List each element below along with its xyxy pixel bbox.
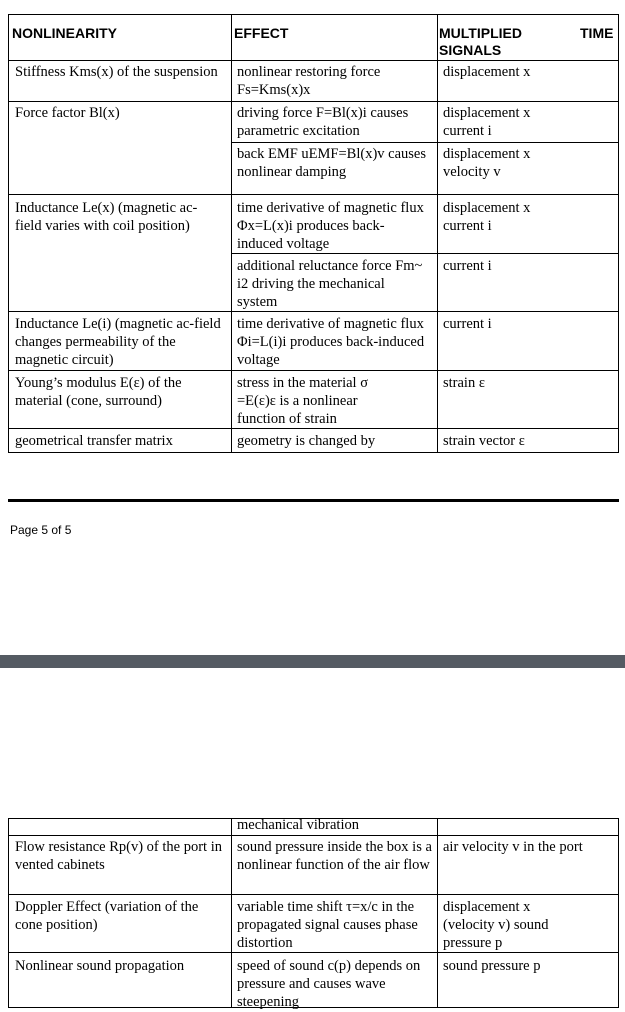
cell-nonlinearity-doppler: Doppler Effect (variation of the cone position)	[15, 899, 199, 933]
cell-nonlinearity-stiffness: Stiffness Kms(x) of the suspension	[15, 64, 218, 80]
page-number: Page 5 of 5	[10, 523, 72, 537]
header-nonlinearity: NONLINEARITY	[12, 25, 117, 41]
cell-effect-sound-pressure-box: sound pressure inside the box is a nonlinear function of the air flow	[237, 839, 432, 873]
cell-signals-row1: displacement x current i	[443, 105, 531, 139]
cell-signals-doppler: displacement x (velocity v) sound pressure p	[443, 899, 549, 951]
cell-effect-stress: stress in the material σ =E(ε)ε is a nonlinear function of strain	[237, 375, 369, 427]
cell-signals-air-velocity: air velocity v in the port	[443, 839, 583, 855]
page-gap-divider	[0, 655, 625, 668]
cell-signals-row4: current i	[443, 258, 492, 274]
cell-nonlinearity-force-factor: Force factor Bl(x)	[15, 105, 120, 121]
cell-effect-restoring-force: nonlinear restoring force Fs=Kms(x)x	[237, 64, 381, 98]
nonlinearity-table	[8, 14, 619, 453]
nonlinearity-table-continuation	[8, 818, 619, 1008]
cell-effect-mechanical-vibration: mechanical vibration	[237, 817, 359, 833]
cell-signals-row5: current i	[443, 316, 492, 332]
cell-signals-row3: displacement x current i	[443, 200, 531, 234]
page-top-fragment	[0, 0, 625, 498]
cell-effect-speed-of-sound: speed of sound c(p) depends on pressure and causes wave steepening	[237, 958, 421, 1010]
cell-nonlinearity-inductance-x: Inductance Le(x) (magnetic ac-field varies with coil position)	[15, 200, 198, 234]
cell-signals-row7: strain vector ε	[443, 433, 525, 449]
page-footer-rule	[8, 499, 619, 502]
cell-nonlinearity-geometry: geometrical transfer matrix	[15, 433, 173, 449]
cell-signals-row6: strain ε	[443, 375, 485, 391]
cell-nonlinearity-youngs-modulus: Young’s modulus E(ε) of the material (cone, surround)	[15, 375, 182, 409]
page-bottom-fragment	[0, 668, 625, 1012]
cell-signals-row2: displacement x velocity v	[443, 146, 531, 180]
cell-effect-reluctance-force: additional reluctance force Fm~ i2 driving the mechanical system	[237, 258, 423, 310]
cell-signals-row0: displacement x	[443, 64, 531, 80]
header-time: TIME	[580, 25, 614, 41]
cell-signals-sound-pressure: sound pressure p	[443, 958, 541, 974]
cell-effect-back-emf: back EMF uEMF=Bl(x)v causes nonlinear damping	[237, 146, 427, 180]
header-effect: EFFECT	[234, 25, 289, 41]
cell-nonlinearity-inductance-i: Inductance Le(i) (magnetic ac-field changes permeability of the magnetic circuit)	[15, 316, 221, 368]
cell-effect-time-shift: variable time shift τ=x/c in the propagated signal causes phase distortion	[237, 899, 418, 951]
cell-nonlinearity-sound-propagation: Nonlinear sound propagation	[15, 958, 185, 974]
cell-nonlinearity-flow-resistance: Flow resistance Rp(v) of the port in vented cabinets	[15, 839, 222, 873]
cell-effect-flux-i: time derivative of magnetic flux Φi=L(i)i produces back-induced voltage	[237, 316, 425, 368]
header-multiplied-signals: MULTIPLIED SIGNALS	[439, 25, 522, 58]
cell-effect-flux-x: time derivative of magnetic flux Φx=L(x)i produces back-induced voltage	[237, 200, 424, 252]
cell-effect-driving-force: driving force F=Bl(x)i causes parametric excitation	[237, 105, 409, 139]
cell-effect-geometry: geometry is changed by	[237, 433, 376, 449]
